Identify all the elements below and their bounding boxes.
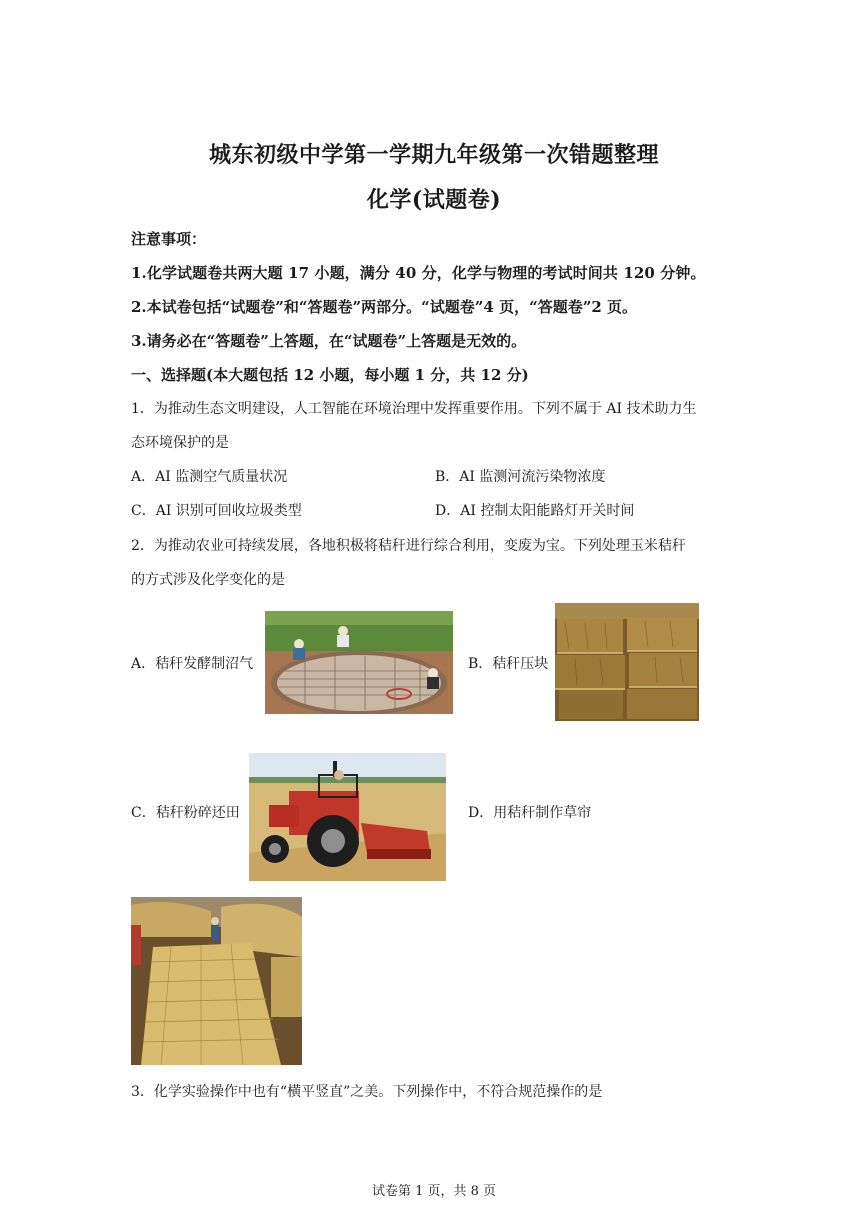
straw-mat-photo	[131, 897, 302, 1065]
question-1-option-d: D．AI 控制太阳能路灯开关时间	[435, 503, 635, 519]
page-subtitle: 化学(试题卷)	[366, 187, 502, 213]
page-footer: 试卷第 1 页，共 8 页	[371, 1184, 497, 1199]
question-1-stem-line1: 1．为推动生态文明建设，人工智能在环境治理中发挥重要作用。下列不属于 AI 技术助力生	[131, 401, 697, 417]
section-heading: 一、选择题(本大题包括 12 小题，每小题 1 分，共 12 分)	[131, 366, 529, 384]
notes-item-2: 2.本试卷包括“试题卷”和“答题卷”两部分。“试题卷”4 页，“答题卷”2 页。	[131, 298, 638, 316]
notes-item-3: 3.请务必在“答题卷”上答题，在“试题卷”上答题是无效的。	[131, 332, 527, 350]
tractor-field-photo	[249, 753, 446, 881]
notes-heading: 注意事项：	[131, 230, 207, 248]
question-2-option-b: B．秸秆压块	[468, 656, 549, 672]
question-2-option-d: D．用秸秆制作草帘	[468, 805, 592, 821]
question-2-stem-line2: 的方式涉及化学变化的是	[131, 572, 285, 588]
straw-bales-photo	[555, 603, 699, 721]
question-1-option-b: B．AI 监测河流污染物浓度	[435, 469, 606, 485]
notes-item-1: 1.化学试题卷共两大题 17 小题，满分 40 分，化学与物理的考试时间共 120 分钟。	[131, 264, 706, 282]
question-1-option-a: A．AI 监测空气质量状况	[131, 469, 288, 485]
question-1-stem-line2: 态环境保护的是	[131, 435, 229, 451]
question-2-option-c: C．秸秆粉碎还田	[131, 805, 240, 821]
question-3-stem: 3．化学实验操作中也有“横平竖直”之美。下列操作中，不符合规范操作的是	[131, 1084, 603, 1100]
question-2-option-a: A．秸秆发酵制沼气	[131, 656, 254, 672]
page-title: 城东初级中学第一学期九年级第一次错题整理	[208, 142, 659, 168]
question-2-stem-line1: 2．为推动农业可持续发展，各地积极将秸秆进行综合利用，变废为宝。下列处理玉米秸秆	[131, 538, 686, 554]
question-1-option-c: C．AI 识别可回收垃圾类型	[131, 503, 302, 519]
biogas-digester-photo	[265, 611, 453, 714]
